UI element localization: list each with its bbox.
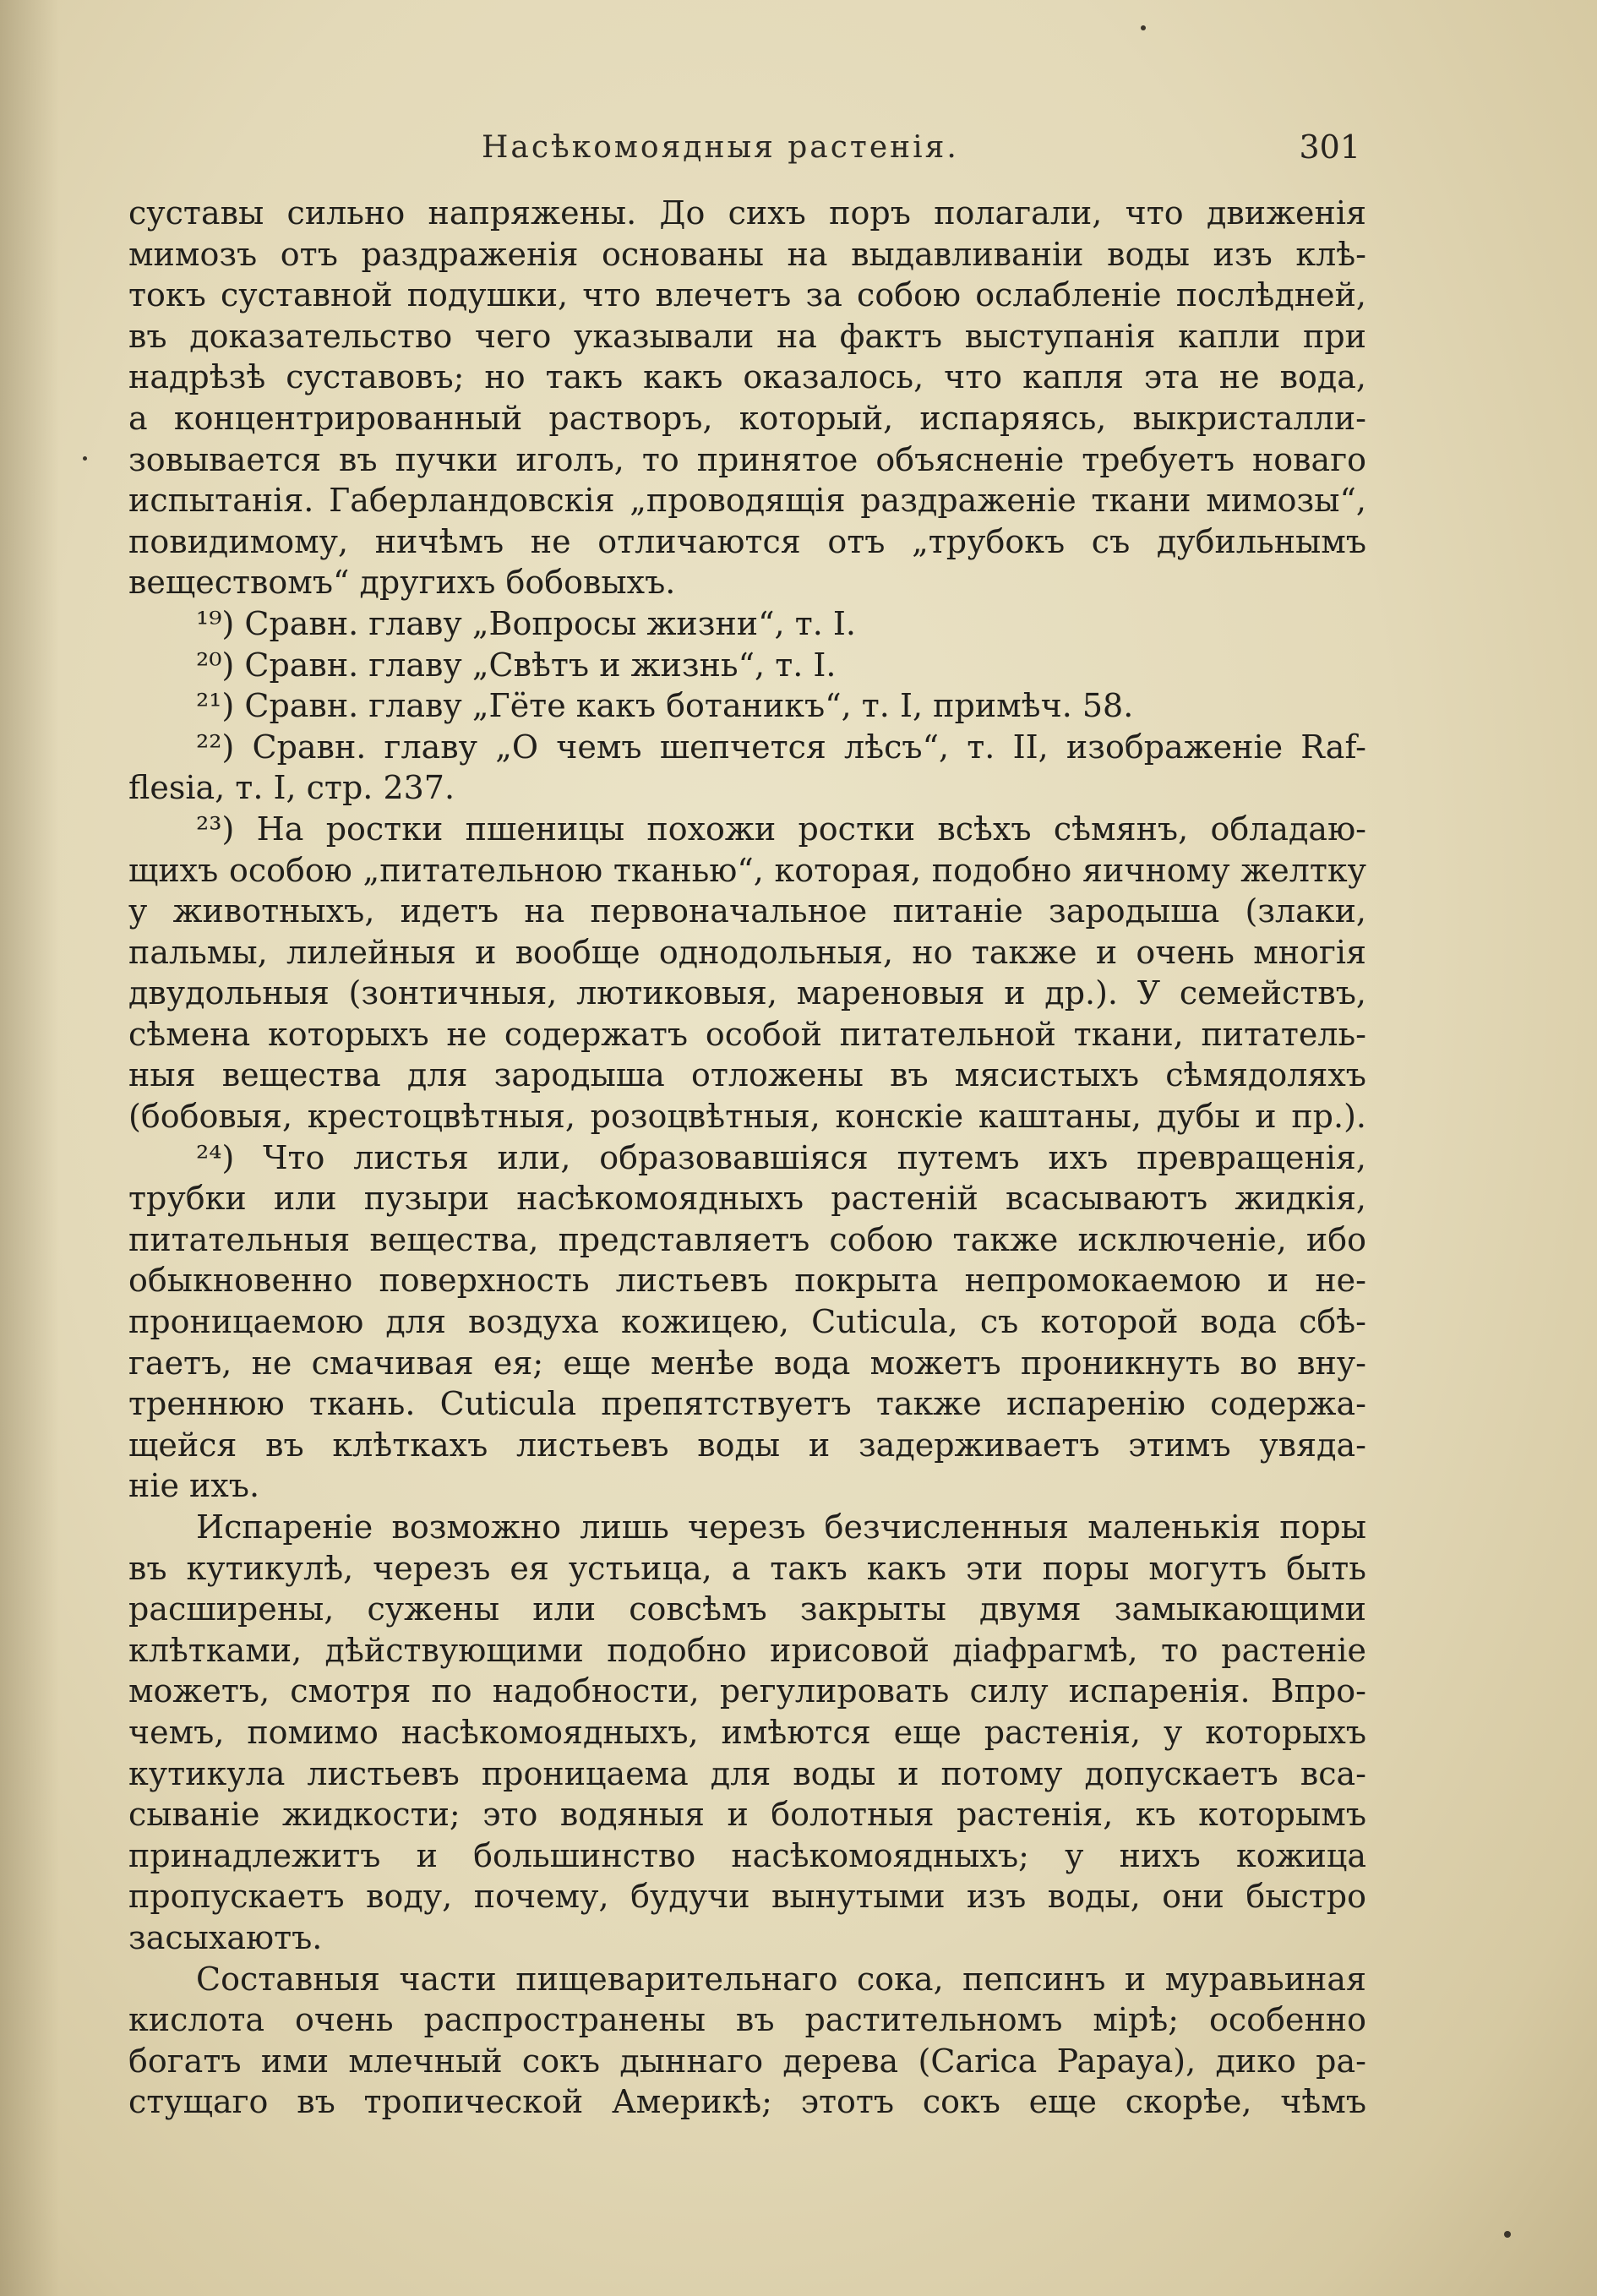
running-head: [135, 127, 1360, 177]
footnote-24: ²⁴) Что листья или, образовавшіяся путемъ ихъ превращенія,: [196, 1138, 1366, 1176]
text-line: обыкновенно поверхность листьевъ покрыта непромокаемою и не-: [128, 1262, 1366, 1300]
text-line: кислота очень распространены въ растительномъ мірѣ; особенно: [128, 2001, 1366, 2039]
text-line: треннюю ткань. Cuticula препятствуетъ также испаренію содержа-: [128, 1385, 1366, 1423]
text-line: зовывается въ пучки иголъ, то принятое объясненіе требуетъ новаго: [128, 440, 1366, 478]
text-line: въ доказательство чего указывали на фактъ выступанія капли при: [128, 317, 1366, 355]
footnote-23: ²³) На ростки пшеницы похожи ростки всѣхъ сѣмянъ, обладаю-: [196, 810, 1366, 848]
text-line: щейся въ клѣткахъ листьевъ воды и задерживаетъ этимъ увяда-: [128, 1426, 1366, 1464]
text-line: сываніе жидкости; это водяныя и болотныя растенія, къ которымъ: [128, 1796, 1366, 1834]
text-line: щихъ особою „питательною тканью“, которая, подобно яичному желтку: [128, 851, 1366, 889]
footnote-22: ²²) Сравн. главу „О чемъ шепчется лѣсъ“, т. II, изображеніе Raf-: [196, 728, 1366, 766]
text-line: пальмы, лилейныя и вообще однодольныя, но также и очень многія: [128, 933, 1366, 971]
page-gutter-shadow: [0, 0, 59, 2296]
text-line: засыхаютъ.: [128, 1918, 323, 1956]
text-line: пропускаетъ воду, почему, будучи вынутыми изъ воды, они быстро: [128, 1878, 1366, 1916]
text-line: принадлежитъ и большинство насѣкомоядныхъ; у нихъ кожица: [128, 1836, 1366, 1874]
text-line: повидимому, ничѣмъ не отличаются отъ „трубокъ съ дубильнымъ: [128, 522, 1366, 560]
text-line: сѣмена которыхъ не содержатъ особой питательной ткани, питатель-: [128, 1015, 1366, 1053]
paper-speck: [1141, 25, 1146, 30]
text-line: flesia, т. I, стр. 237.: [128, 769, 455, 807]
text-line: стущаго въ тропической Америкѣ; этотъ сокъ еще скорѣе, чѣмъ: [128, 2083, 1366, 2121]
paragraph-start: Составныя части пищеварительнаго сока, пепсинъ и муравьиная: [196, 1960, 1366, 1998]
text-line: трубки или пузыри насѣкомоядныхъ растеній всасываютъ жидкія,: [128, 1180, 1366, 1218]
text-line: клѣтками, дѣйствующими подобно ирисовой діафрагмѣ, то растеніе: [128, 1631, 1366, 1669]
text-line: можетъ, смотря по надобности, регулировать силу испаренія. Впро-: [128, 1672, 1366, 1710]
text-line: а концентрированный растворъ, который, испаряясь, выкристалли-: [128, 399, 1366, 437]
text-line: кутикула листьевъ проницаема для воды и потому допускаетъ вса-: [128, 1754, 1366, 1792]
text-line: (бобовыя, крестоцвѣтныя, розоцвѣтныя, конскіе каштаны, дубы и пр.).: [128, 1098, 1366, 1136]
text-line: гаетъ, не смачивая ея; еще менѣе вода можетъ проникнуть во вну-: [128, 1344, 1366, 1382]
text-line: надрѣзѣ суставовъ; но такъ какъ оказалось, что капля эта не вода,: [128, 358, 1366, 396]
running-head-title: Насѣкомоядныя растенія.: [482, 130, 959, 165]
text-line: проницаемою для воздуха кожицею, Cuticula, съ которой вода сбѣ-: [128, 1303, 1366, 1341]
text-line: питательныя вещества, представляетъ собою также исключеніе, ибо: [128, 1220, 1366, 1258]
text-line: ныя вещества для зародыша отложены въ мясистыхъ сѣмядоляхъ: [128, 1056, 1366, 1094]
text-line: токъ суставной подушки, что влечетъ за собою ослабленіе послѣдней,: [128, 276, 1366, 314]
text-line: мимозъ отъ раздраженія основаны на выдавливаніи воды изъ клѣ-: [128, 235, 1366, 273]
footnote-19: ¹⁹) Сравн. главу „Вопросы жизни“, т. I.: [196, 604, 856, 642]
text-line: ніе ихъ.: [128, 1467, 260, 1505]
text-line: суставы сильно напряжены. До сихъ поръ полагали, что движенія: [128, 194, 1366, 232]
text-line: испытанія. Габерландовскія „проводящія раздраженіе ткани мимозы“,: [128, 482, 1366, 520]
text-line: у животныхъ, идетъ на первоначальное питаніе зародыша (злаки,: [128, 892, 1366, 930]
footnote-20: ²⁰) Сравн. главу „Свѣтъ и жизнь“, т. I.: [196, 646, 837, 684]
text-line: расширены, сужены или совсѣмъ закрыты двумя замыкающими: [128, 1590, 1366, 1628]
paragraph-start: Испареніе возможно лишь черезъ безчисленныя маленькія поры: [196, 1508, 1366, 1546]
text-line: въ кутикулѣ, черезъ ея устьица, а такъ какъ эти поры могутъ быть: [128, 1549, 1366, 1587]
body-text: [128, 193, 1366, 2123]
text-line: чемъ, помимо насѣкомоядныхъ, имѣются еще растенія, у которыхъ: [128, 1713, 1366, 1751]
paper-speck: [1504, 2231, 1511, 2238]
text-line: двудольныя (зонтичныя, лютиковыя, мареновыя и др.). У семействъ,: [128, 974, 1366, 1012]
paper-speck: [83, 456, 87, 461]
footnote-21: ²¹) Сравн. главу „Гёте какъ ботаникъ“, т. I, примѣч. 58.: [196, 687, 1134, 725]
page-number: 301: [1299, 128, 1360, 166]
text-line: богатъ ими млечный сокъ дыннаго дерева (Carica Papaya), дико ра-: [128, 2042, 1366, 2080]
text-line: веществомъ“ другихъ бобовыхъ.: [128, 564, 676, 602]
